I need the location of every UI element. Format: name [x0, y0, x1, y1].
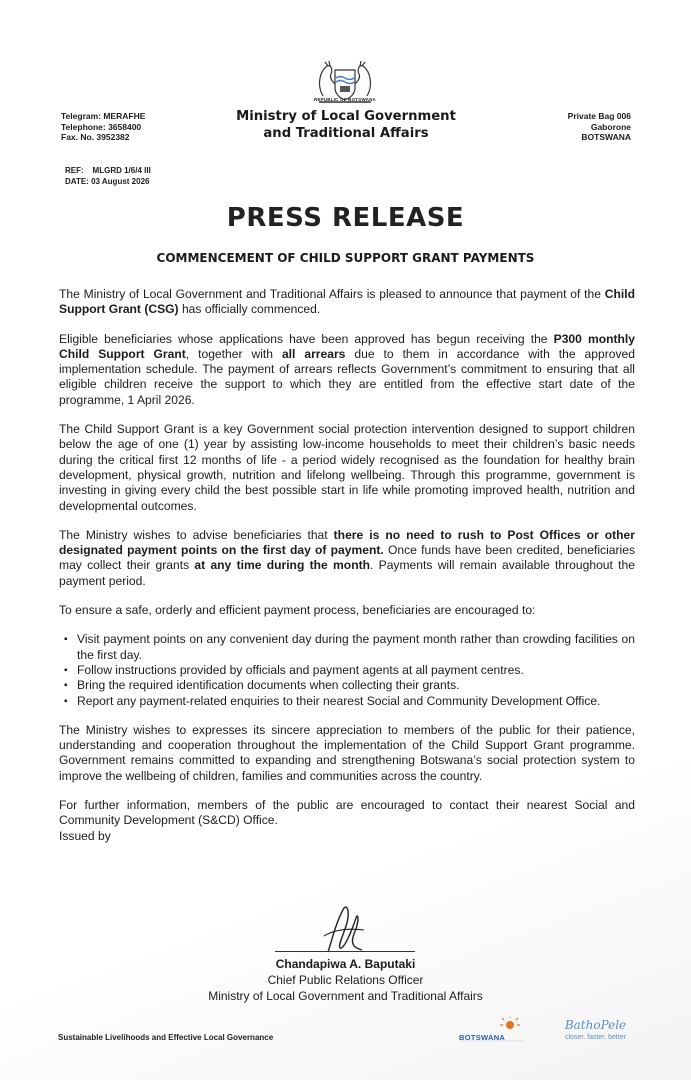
ministry-name	[196, 108, 496, 142]
telephone-line: Telephone: 3658400	[61, 121, 142, 132]
list-item: ▪ Report any payment-related enquiries to their nearest Social and Community Development Office.	[59, 694, 635, 709]
crest-caption: REPUBLIC OF BOTSWANA	[314, 97, 376, 102]
release-body	[59, 287, 635, 844]
brand-bathopele-name: BathoPele	[564, 1018, 627, 1032]
brand-botswana-text: BOTSWANA	[459, 1033, 506, 1042]
paragraph-1	[59, 287, 635, 318]
address-line3: BOTSWANA	[581, 132, 631, 142]
contact-left	[61, 111, 145, 143]
issued-by: Issued by	[59, 828, 111, 843]
p1-text: The Ministry of Local Government and Traditional Affairs is pleased to announce that payment of the	[59, 287, 605, 301]
list-item: ▪ Bring the required identification documents when collecting their grants.	[59, 678, 635, 693]
brand-bathopele-logo	[553, 1018, 638, 1041]
list-item: ▪ Follow instructions provided by officials and payment agents at all payment centres.	[59, 663, 635, 678]
address-line1: Private Bag 006	[567, 111, 631, 121]
paragraph-5: To ensure a safe, orderly and efficient payment process, beneficiaries are encouraged to:	[59, 603, 536, 618]
p2-bold-amount: P300 monthly Child Support Grant	[59, 331, 636, 361]
ministry-name-line1: Ministry of Local Government	[236, 109, 456, 124]
signature-line	[275, 951, 415, 952]
signatory-role: Chief Public Relations Officer	[267, 973, 424, 987]
signatory-name: Chandapiwa A. Baputaki	[275, 957, 416, 971]
paragraph-7: For further information, members of the public are encouraged to contact their nearest Social and Community Development (S&CD) Office.	[59, 798, 635, 828]
address-line2: Gaborone	[590, 121, 631, 132]
reference-block	[65, 166, 151, 187]
paragraph-2	[59, 332, 635, 408]
p2-text: Eligible beneficiaries whose applications have been approved has begun receiving the	[59, 331, 554, 346]
brand-botswana-logo-icon	[458, 1017, 528, 1047]
release-date: DATE: 03 August 2026	[65, 176, 150, 186]
reference-number: REF: MLGRD 1/6/4 III	[65, 166, 151, 175]
paragraph-6: The Ministry wishes to expresses its sincere appreciation to members of the public for their patience, understanding and cooperation throughout the implementation of the Child Support Grant programme. Government remains committed to expanding and strengthening Botswana’s social protection system to improve the wellbeing of children, families and communities across the country.	[59, 722, 635, 783]
signatory-organisation: Ministry of Local Government and Traditional Affairs	[208, 989, 483, 1003]
postal-address	[568, 111, 631, 143]
p4-bold-anytime: at any time during the month	[194, 558, 370, 573]
p2-bold-arrears: all arrears	[281, 346, 346, 361]
p1-text-end: has officially commenced.	[178, 302, 321, 317]
p4-text-mid: Once funds have been credited, beneficiaries may collect their grants	[59, 543, 635, 573]
p4-text: The Ministry wishes to advise beneficiaries that	[59, 527, 334, 542]
p2-text-mid: , together with	[185, 346, 282, 361]
p4-text-end: . Payments will remain available throughout the payment period.	[59, 558, 635, 588]
telegram-line: Telegram: MERAFHE	[61, 111, 146, 121]
page-subtitle: COMMENCEMENT OF CHILD SUPPORT GRANT PAYMENTS	[156, 251, 535, 265]
brand-bathopele-tagline: closer. faster. better	[564, 1034, 627, 1041]
p2-text-end: due to them in accordance with the approved implementation schedule. The payment of arrears reflects Government’s commitment to ensuring that all eligible children receive the support to which they are entitled from the effective start date of the programme, 1 April 2026.	[59, 346, 635, 407]
page-title: PRESS RELEASE	[226, 203, 465, 233]
list-item: ▪ Visit payment points on any convenient day during the payment month rather than crowding facilities on the first day.	[59, 632, 635, 663]
footer-tagline: Sustainable Livelihoods and Effective Local Governance	[58, 1033, 274, 1042]
guidance-list	[59, 632, 635, 708]
paragraph-4	[59, 528, 635, 589]
paragraph-3: The Child Support Grant is a key Government social protection intervention designed to support children below the age of one (1) year by assisting low-income households to meet their children’s basic needs during the critical first 12 months of life - a period widely recognised as the foundation for healthy brain development, physical growth, nutrition and lifelong wellbeing. Through this programme, government is investing in giving every child the best possible start in life while promoting improved health, nutrition and developmental outcomes.	[59, 422, 635, 513]
ministry-name-line2: and Traditional Affairs	[263, 126, 429, 141]
p1-bold: Child Support Grant (CSG)	[59, 287, 635, 317]
fax-line: Fax. No. 3952382	[61, 132, 130, 142]
p4-bold-advice: there is no need to rush to Post Offices or other designated payment points on the first day of payment.	[59, 527, 635, 558]
